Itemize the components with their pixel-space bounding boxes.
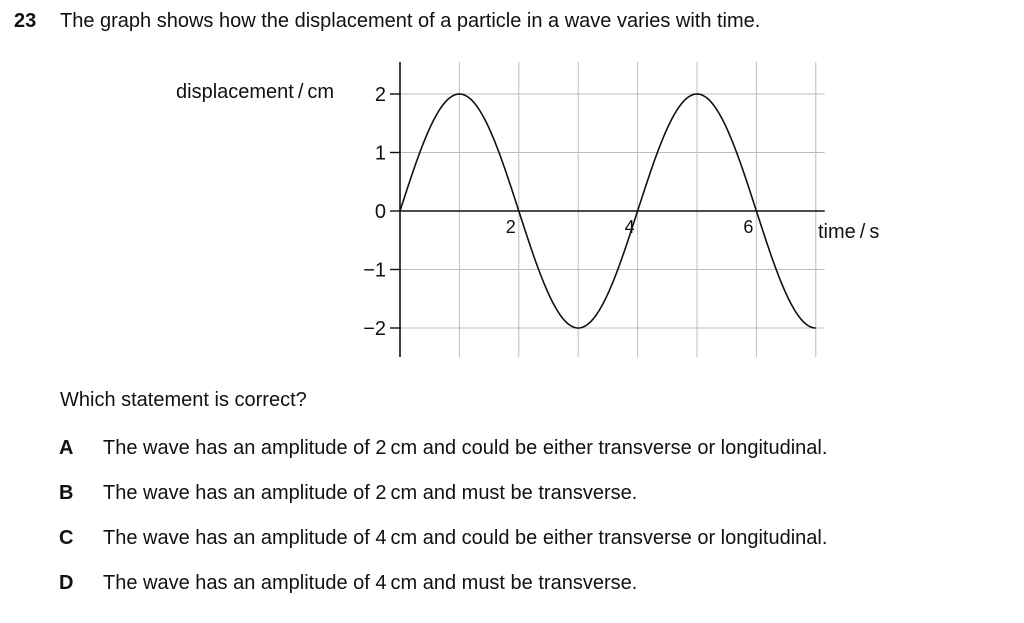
option-letter: C bbox=[59, 527, 74, 549]
y-tick-label: −1 bbox=[363, 259, 386, 282]
option-letter: B bbox=[59, 482, 74, 504]
option-a[interactable] bbox=[0, 437, 1024, 467]
y-tick-label: 1 bbox=[374, 142, 386, 165]
x-tick-label: 2 bbox=[505, 217, 516, 237]
question-prompt: Which statement is correct? bbox=[60, 389, 307, 411]
option-text: The wave has an amplitude of 2 cm and must be transverse. bbox=[103, 482, 638, 504]
option-c[interactable] bbox=[0, 527, 1024, 557]
question-number: 23 bbox=[14, 10, 37, 32]
x-tick-label: 6 bbox=[743, 217, 754, 237]
question-stem: The graph shows how the displacement of a particle in a wave varies with time. bbox=[60, 10, 761, 32]
option-text: The wave has an amplitude of 4 cm and could be either transverse or longitudinal. bbox=[103, 527, 828, 549]
grid bbox=[400, 62, 825, 357]
option-b[interactable] bbox=[0, 482, 1024, 512]
y-axis-label: displacement / cm bbox=[176, 81, 335, 103]
y-tick-label: 2 bbox=[374, 84, 386, 106]
option-d[interactable] bbox=[0, 572, 1024, 602]
y-tick-label: −2 bbox=[363, 318, 386, 340]
option-text: The wave has an amplitude of 4 cm and must be transverse. bbox=[103, 572, 638, 594]
option-letter: D bbox=[59, 572, 74, 594]
y-tick-label: 0 bbox=[374, 201, 386, 223]
option-letter: A bbox=[59, 437, 74, 459]
x-tick-label: 4 bbox=[624, 217, 635, 237]
axes bbox=[390, 62, 825, 357]
x-axis-label: time / s bbox=[818, 221, 880, 243]
option-text: The wave has an amplitude of 2 cm and could be either transverse or longitudinal. bbox=[103, 437, 828, 459]
